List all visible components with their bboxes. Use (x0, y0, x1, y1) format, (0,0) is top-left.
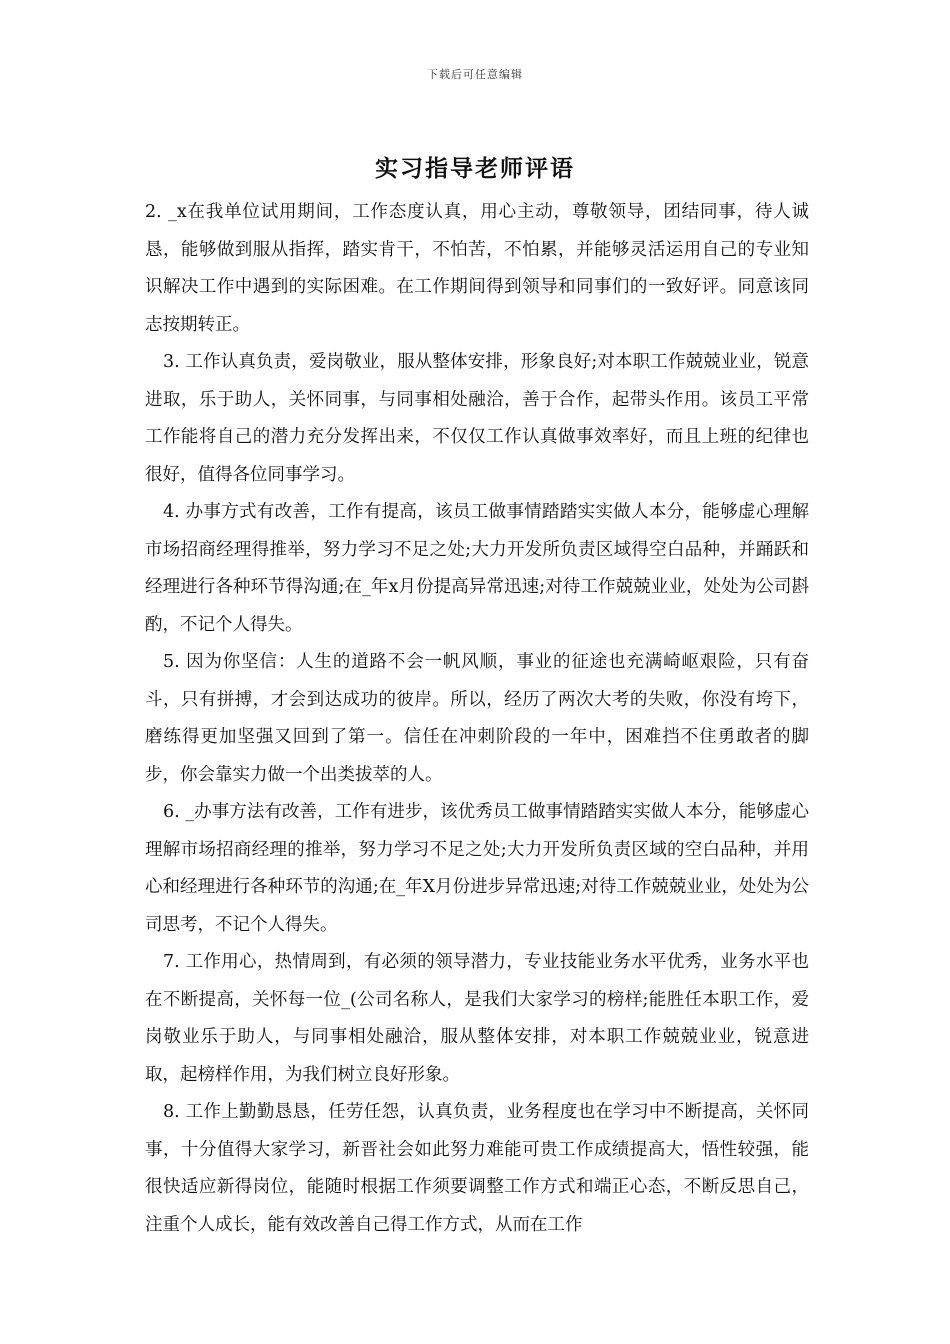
paragraph-item-6: 6. _办事方法有改善，工作有进步，该优秀员工做事情踏踏实实做人本分，能够虚心理解市场招商经理的推举，努力学习不足之处;大力开发所负责区域的空白品种，并用心和经理进行各种环节的沟通;在_年X月份进步异常迅速;对待工作兢兢业业，处处为公司思考，不记个人得失。 (145, 802, 809, 935)
paragraph-item-4: 4. 办事方式有改善，工作有提高，该员工做事情踏踏实实做人本分，能够虚心理解市场招商经理得推举，努力学习不足之处;大力开发所负责区域得空白品种，并踊跃和经理进行各种环节得沟通;在_年x月份提高异常迅速;对待工作兢兢业业，处处为公司斟酌，不记个人得失。 (145, 502, 809, 635)
paragraph-item-2: 2. _x在我单位试用期间，工作态度认真，用心主动，尊敬领导，团结同事，待人诚恳，能够做到服从指挥，踏实肯干，不怕苦，不怕累，并能够灵活运用自己的专业知识解决工作中遇到的实际困难。在工作期间得到领导和同事们的一致好评。同意该同志按期转正。 (145, 202, 809, 335)
paragraph-item-5: 5. 因为你坚信：人生的道路不会一帆风顺，事业的征途也充满崎岖艰险，只有奋斗，只有拼搏，才会到达成功的彼岸。所以，经历了两次大考的失败，你没有垮下，磨练得更加坚强又回到了第一。信任在冲刺阶段的一年中，困难挡不住勇敢者的脚步，你会靠实力做一个出类拔萃的人。 (145, 652, 809, 785)
paragraph-item-8: 8. 工作上勤勤恳恳，任劳任怨，认真负责，业务程度也在学习中不断提高，关怀同事，十分值得大家学习，新晋社会如此努力难能可贵工作成绩提高大，悟性较强，能很快适应新得岗位，能随时根据工作须要调整工作方式和端正心态，不断反思自己，注重个人成长，能有效改善自己得工作方式，从而在工作 (145, 1102, 809, 1235)
document-title: 实习指导老师评语 (375, 155, 575, 182)
document-body (145, 194, 809, 1244)
paragraph-item-3: 3. 工作认真负责，爱岗敬业，服从整体安排，形象良好;对本职工作兢兢业业，锐意进取，乐于助人，关怀同事，与同事相处融洽，善于合作，起带头作用。该员工平常工作能将自己的潜力充分发挥出来，不仅仅工作认真做事效率好，而且上班的纪律也很好，值得各位同事学习。 (145, 352, 809, 485)
page-header: 下载后可任意编辑 (427, 68, 523, 81)
paragraph-item-7: 7. 工作用心，热情周到，有必须的领导潜力，专业技能业务水平优秀，业务水平也在不断提高，关怀每一位_(公司名称人，是我们大家学习的榜样;能胜任本职工作，爱岗敬业乐于助人，与同事相处融洽，服从整体安排，对本职工作兢兢业业，锐意进取，起榜样作用，为我们树立良好形象。 (145, 952, 809, 1085)
